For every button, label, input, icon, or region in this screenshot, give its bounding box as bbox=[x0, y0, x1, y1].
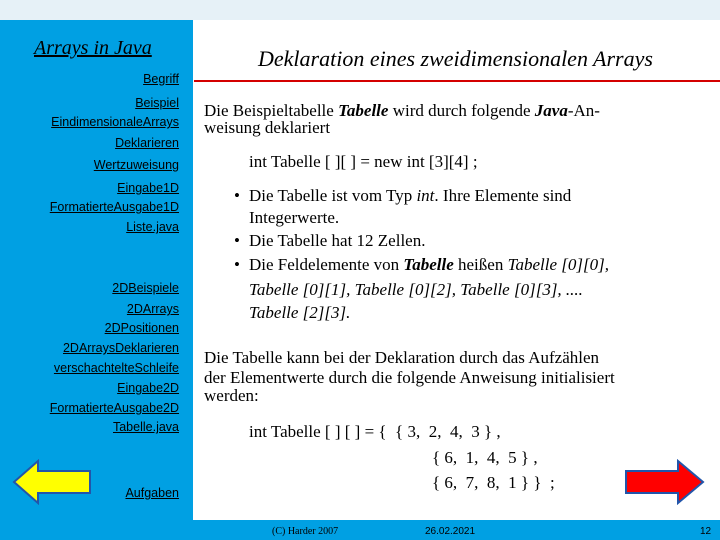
code-init-line-3: { 6, 7, 8, 1 } } ; bbox=[432, 473, 555, 492]
footer-copyright: (C) Harder 2007 bbox=[272, 526, 339, 537]
nav-2d-arrays-deklarieren[interactable]: 2DArraysDeklarieren bbox=[62, 341, 179, 355]
para-2-line-2: der Elementwerte durch die folgende Anweisung initialisiert bbox=[204, 368, 615, 387]
nav-tabelle-java[interactable]: Tabelle.java bbox=[112, 420, 179, 434]
sidebar-title[interactable]: Arrays in Java bbox=[34, 37, 152, 59]
code-declaration: int Tabelle [ ][ ] = new int [3][4] ; bbox=[249, 152, 478, 171]
top-bar bbox=[0, 0, 720, 20]
nav-2d-arrays[interactable]: 2DArrays bbox=[126, 302, 179, 316]
bullet-3-line-1: Die Feldelemente von Tabelle heißen Tabelle [0][0], bbox=[249, 255, 609, 274]
nav-liste-java[interactable]: Liste.java bbox=[126, 220, 179, 234]
footer-date: 26.02.2021 bbox=[425, 526, 476, 537]
nav-2d-positionen[interactable]: 2DPositionen bbox=[104, 321, 179, 335]
para-2-line-3: werden: bbox=[204, 386, 259, 405]
back-arrow-icon[interactable] bbox=[12, 459, 93, 505]
bullet-3-line-2: Tabelle [0][1], Tabelle [0][2], Tabelle [0][3], .... bbox=[249, 280, 583, 299]
title-divider bbox=[194, 80, 720, 82]
bullet-dot: • bbox=[234, 231, 240, 250]
nav-beispiel[interactable]: Beispiel bbox=[135, 96, 179, 110]
bullet-2: Die Tabelle hat 12 Zellen. bbox=[249, 231, 426, 250]
nav-eingabe2d[interactable]: Eingabe2D bbox=[117, 381, 179, 395]
nav-wertzuweisung[interactable]: Wertzuweisung bbox=[93, 158, 179, 172]
page-title: Deklaration eines zweidimensionalen Arrays bbox=[258, 46, 653, 71]
bullet-1-line-1: Die Tabelle ist vom Typ int. Ihre Elemente sind bbox=[249, 186, 572, 205]
next-arrow-icon[interactable] bbox=[624, 459, 706, 505]
nav-2d-beispiele[interactable]: 2DBeispiele bbox=[112, 281, 179, 295]
para-2-line-1: Die Tabelle kann bei der Deklaration durch das Aufzählen bbox=[204, 348, 600, 367]
nav-verschachtelte-schleife[interactable]: verschachtelteSchleife bbox=[53, 361, 179, 375]
nav-eingabe1d[interactable]: Eingabe1D bbox=[117, 181, 179, 195]
nav-formatierte-ausgabe2d[interactable]: FormatierteAusgabe2D bbox=[49, 401, 179, 415]
bullet-3-line-3: Tabelle [2][3]. bbox=[249, 303, 351, 322]
bullet-dot: • bbox=[234, 255, 240, 274]
intro-line-1: Die Beispieltabelle Tabelle wird durch folgende Java-An- bbox=[204, 101, 600, 120]
intro-line-2: weisung deklariert bbox=[204, 118, 331, 137]
nav-deklarieren[interactable]: Deklarieren bbox=[115, 136, 179, 150]
footer-bar bbox=[0, 520, 720, 540]
nav-aufgaben[interactable]: Aufgaben bbox=[125, 486, 179, 500]
bullet-dot: • bbox=[234, 186, 240, 205]
bullet-1-line-2: Integerwerte. bbox=[249, 208, 340, 227]
footer-page-number: 12 bbox=[700, 526, 712, 537]
nav-begriff[interactable]: Begriff bbox=[143, 72, 179, 86]
sidebar bbox=[0, 20, 193, 520]
nav-eindimensionale-arrays[interactable]: EindimensionaleArrays bbox=[51, 115, 179, 129]
nav-formatierte-ausgabe1d[interactable]: FormatierteAusgabe1D bbox=[49, 200, 179, 214]
code-init-line-2: { 6, 1, 4, 5 } , bbox=[432, 448, 538, 467]
code-init-line-1: int Tabelle [ ] [ ] = { { 3, 2, 4, 3 } , bbox=[249, 422, 501, 441]
